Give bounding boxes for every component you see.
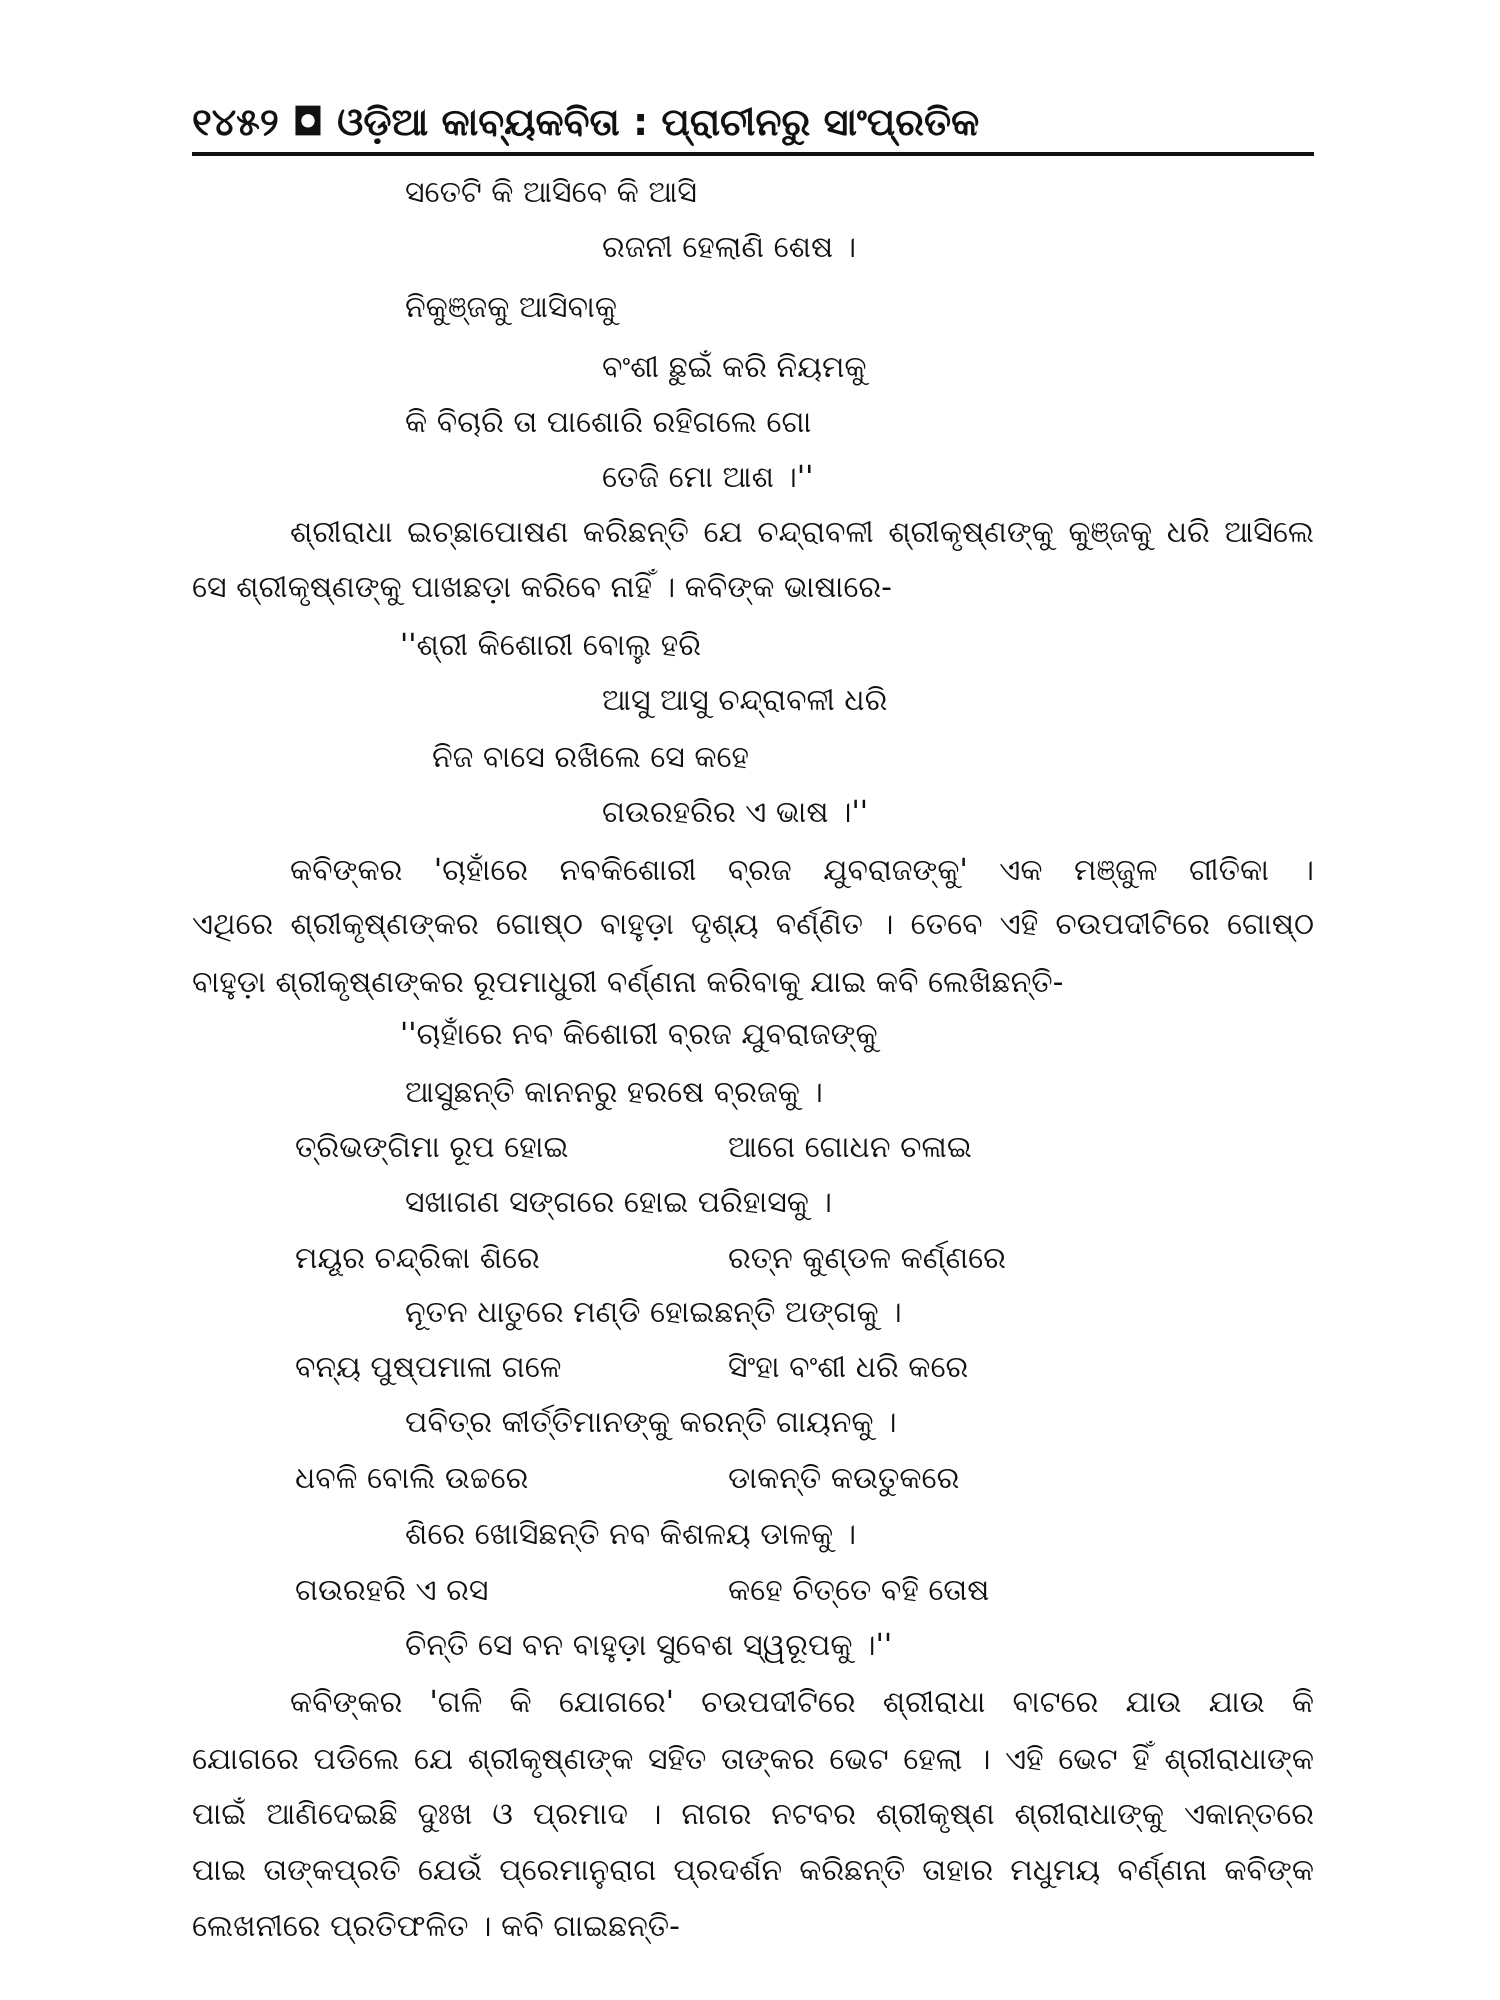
header-rule	[192, 152, 1314, 156]
paragraph-line: କବିଙ୍କର 'ଗଳି କି ଯୋଗରେ' ଚଉପଦୀଟିରେ ଶ୍ରୀରାଧା ବାଟରେ ଯାଉ ଯାଉ କି	[290, 1685, 1314, 1720]
stanza-left: ଗଉରହରି ଏ ରସ	[295, 1573, 489, 1608]
verse-line: ଆସୁ ଆସୁ ଚନ୍ଦ୍ରାବଳୀ ଧରି	[602, 683, 888, 718]
stanza-left: ତ୍ରିଭଙ୍ଗିମା ରୂପ ହୋଇ	[295, 1130, 569, 1165]
stanza-right: ସିଂହା ବଂଶୀ ଧରି କରେ	[728, 1350, 969, 1385]
verse-line: ଆସୁଛନ୍ତି କାନନରୁ ହରଷେ ବ୍ରଜକୁ ।	[405, 1075, 823, 1110]
paragraph-line: ଯୋଗରେ ପଡିଲେ ଯେ ଶ୍ରୀକୃଷ୍ଣଙ୍କ ସହିତ ତାଙ୍କର ଭେଟ ହେଲା । ଏହି ଭେଟ ହିଁ ଶ୍ରୀରାଧାଙ୍କ	[192, 1742, 1314, 1777]
paragraph-line: ସେ ଶ୍ରୀକୃଷ୍ଣଙ୍କୁ ପାଖଛଡ଼ା କରିବେ ନାହିଁ । କବିଙ୍କ ଭାଷାରେ-	[192, 570, 892, 605]
stanza-left: ଧବଳି ବୋଲି ଉଚ୍ଚରେ	[295, 1461, 529, 1496]
stanza-refrain: ପବିତ୍ର କୀର୍ତ୍ତିମାନଙ୍କୁ କରନ୍ତି ଗାୟନକୁ ।	[405, 1405, 897, 1440]
paragraph-line: ଶ୍ରୀରାଧା ଇଚ୍ଛାପୋଷଣ କରିଛନ୍ତି ଯେ ଚନ୍ଦ୍ରାବଳୀ ଶ୍ରୀକୃଷ୍ଣଙ୍କୁ କୁଞ୍ଜକୁ ଧରି ଆସିଲେ	[290, 515, 1314, 550]
verse-line: କି ବିଚାରି ତା ପାଶୋରି ରହିଗଲେ ଗୋ	[405, 405, 812, 440]
verse-line: ଗଉରହରିର ଏ ଭାଷ ।''	[602, 795, 869, 830]
verse-line: ରଜନୀ ହେଲାଣି ଶେଷ ।	[602, 230, 857, 265]
paragraph-line: ଏଥିରେ ଶ୍ରୀକୃଷ୍ଣଙ୍କର ଗୋଷ୍ଠ ବାହୁଡ଼ା ଦୃଶ୍ୟ ବର୍ଣ୍ଣିତ । ତେବେ ଏହି ଚଉପଦୀଟିରେ ଗୋଷ୍ଠ	[192, 907, 1314, 942]
stanza-right: ଡାକନ୍ତି କଉତୁକରେ	[728, 1461, 960, 1496]
verse-line: ''ଶ୍ରୀ କିଶୋରୀ ବୋଲୁ ହରି	[400, 628, 702, 663]
paragraph-line: କବିଙ୍କର 'ଚାହାଁରେ ନବକିଶୋରୀ ବ୍ରଜ ଯୁବରାଜଙ୍କୁ' ଏକ ମଞ୍ଜୁଳ ଗୀତିକା ।	[290, 853, 1314, 888]
verse-line: ନିଜ ବାସେ ରଖିଲେ ସେ କହେ	[432, 740, 750, 775]
paragraph-line: ଲେଖନୀରେ ପ୍ରତିଫଳିତ । କବି ଗାଇଛନ୍ତି-	[192, 1909, 680, 1944]
verse-line: ସତେଟି କି ଆସିବେ କି ଆସି	[405, 175, 697, 210]
stanza-left: ମୟୂର ଚନ୍ଦ୍ରିକା ଶିରେ	[295, 1241, 540, 1276]
paragraph-line: ପାଇଁ ଆଣିଦେଇଛି ଦୁଃଖ ଓ ପ୍ରମାଦ । ନାଗର ନଟବର ଶ୍ରୀକୃଷ୍ଣ ଶ୍ରୀରାଧାଙ୍କୁ ଏକାନ୍ତରେ	[192, 1797, 1314, 1832]
paragraph-line: ପାଇ ତାଙ୍କପ୍ରତି ଯେଉଁ ପ୍ରେମାନୁରାଗ ପ୍ରଦର୍ଶନ କରିଛନ୍ତି ତାହାର ମଧୁମୟ ବର୍ଣ୍ଣନା କବିଙ୍କ	[192, 1853, 1314, 1888]
verse-line: ବଂଶୀ ଛୁଇଁ କରି ନିୟମକୁ	[602, 350, 867, 385]
stanza-left: ବନ୍ୟ ପୁଷ୍ପମାଳା ଗଳେ	[295, 1350, 562, 1385]
verse-line: ତେଜି ମୋ ଆଶ ।''	[602, 460, 814, 495]
stanza-right: ରତ୍ନ କୁଣ୍ଡଳ କର୍ଣ୍ଣରେ	[728, 1241, 1006, 1276]
paragraph-line: ବାହୁଡ଼ା ଶ୍ରୀକୃଷ୍ଣଙ୍କର ରୂପମାଧୁରୀ ବର୍ଣ୍ଣନା କରିବାକୁ ଯାଇ କବି ଲେଖିଛନ୍ତି-	[192, 965, 1064, 1000]
stanza-refrain: ନୂତନ ଧାତୁରେ ମଣ୍ଡି ହୋଇଛନ୍ତି ଅଙ୍ଗକୁ ।	[405, 1295, 902, 1330]
stanza-right: କହେ ଚିତ୍ତେ ବହି ତୋଷ	[728, 1573, 990, 1608]
stanza-refrain: ଚିନ୍ତି ସେ ବନ ବାହୁଡ଼ା ସୁବେଶ ସ୍ୱରୂପକୁ ।''	[405, 1628, 893, 1663]
stanza-refrain: ସଖାଗଣ ସଙ୍ଗରେ ହୋଇ ପରିହାସକୁ ।	[405, 1185, 832, 1220]
verse-line: ''ଚାହାଁରେ ନବ କିଶୋରୀ ବ୍ରଜ ଯୁବରାଜଙ୍କୁ	[400, 1017, 878, 1052]
stanza-refrain: ଶିରେ ଖୋସିଛନ୍ତି ନବ କିଶଳୟ ଡାଳକୁ ।	[405, 1517, 857, 1552]
running-header: ୧୪୫୨ ◘ ଓଡ଼ିଆ କାବ୍ୟକବିତା : ପ୍ରାଚୀନରୁ ସାଂପ୍ରତିକ	[192, 100, 980, 144]
stanza-right: ଆଗେ ଗୋଧନ ଚଳାଇ	[728, 1130, 972, 1165]
verse-line: ନିକୁଞ୍ଜକୁ ଆସିବାକୁ	[405, 290, 618, 325]
